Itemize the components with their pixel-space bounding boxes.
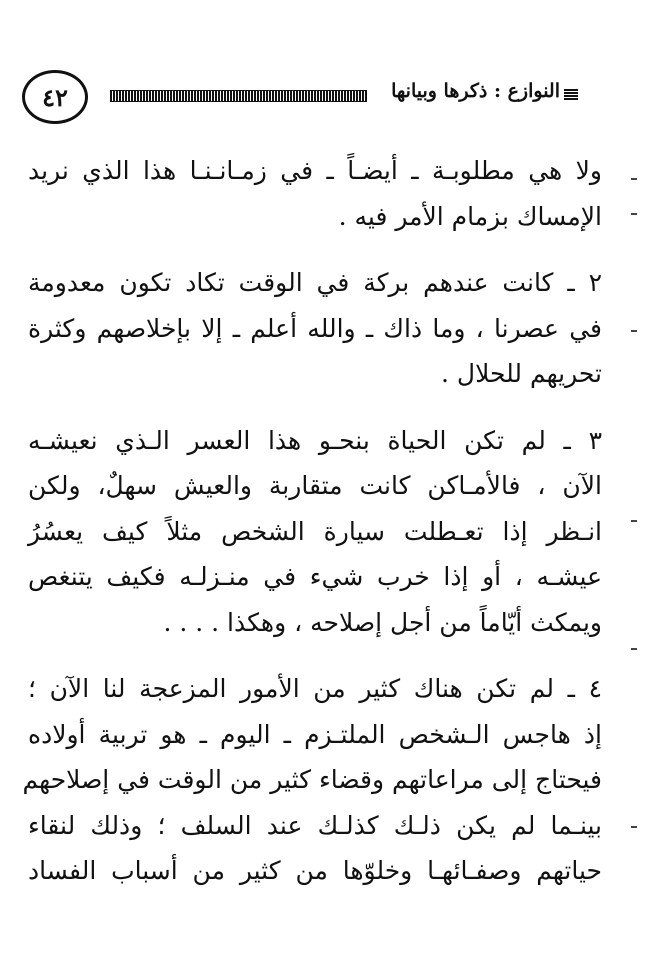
paragraph-4	[22, 666, 602, 894]
text-line: إذ هاجس الـشخص الملتـزم ـ اليوم ـ هو تربية أولاده	[28, 719, 602, 749]
page-header	[22, 66, 612, 126]
page-body	[22, 148, 602, 894]
paragraph-2	[28, 260, 602, 397]
margin-tick	[631, 648, 637, 650]
paragraph-1	[28, 148, 602, 239]
margin-tick	[631, 213, 637, 215]
margin-tick	[631, 520, 637, 522]
text-line: ولا هي مطلوبـة ـ أيضـاً ـ في زمـانـنـا هذا الذي نريد	[28, 156, 602, 185]
page-number: ٤٢	[22, 70, 88, 124]
text-line: حياتهم وصفـائهـا وخلوّها من كثير من أسباب الفساد	[28, 856, 602, 885]
paragraph-3	[28, 418, 602, 646]
margin-tick	[631, 826, 637, 828]
text-line: انـظر إذا تعـطلت سيارة الشخص مثلاً كيف يعسُرُ	[28, 516, 602, 546]
margin-tick	[631, 330, 637, 332]
text-line: عيشـه ، أو إذا خرب شيء في منـزلـه فكيف يتنغص	[28, 562, 602, 591]
text-line: في عصرنا ، وما ذاك ـ والله أعلم ـ إلا بإخلاصهم وكثرة	[28, 313, 602, 343]
margin-tick	[631, 178, 637, 180]
text-line: الإمساك بزمام الأمر فيه .	[338, 201, 602, 231]
text-line: بينـما لم يكن ذلـك كذلـك عند السلف ؛ وذلك لنقاء	[28, 810, 602, 840]
running-title: النوازع : ذكرها وبيانها	[391, 80, 560, 102]
text-line: ويمكث أيّاماً من أجل إصلاحه ، وهكذا . . . .	[163, 607, 602, 637]
text-line: فيحتاج إلى مراعاتهم وقضاء كثير من الوقت في إصلاحهم	[22, 765, 602, 794]
text-line: ٢ ـ كانت عندهم بركة في الوقت تكاد تكون معدومة	[28, 268, 602, 297]
text-line: ٤ ـ لم تكن هناك كثير من الأمور المزعجة لنا الآن ؛	[28, 674, 602, 703]
text-line: تحريهم للحلال .	[441, 359, 602, 388]
text-line: الآن ، فالأمـاكن كانت متقاربة والعيش سهلٌ، ولكن	[28, 471, 602, 500]
text-line: ٣ ـ لم تكن الحياة بنحـو هذا العسر الـذي نعيشـه	[28, 425, 602, 455]
header-rule	[110, 90, 367, 102]
header-marker-icon	[564, 88, 578, 100]
